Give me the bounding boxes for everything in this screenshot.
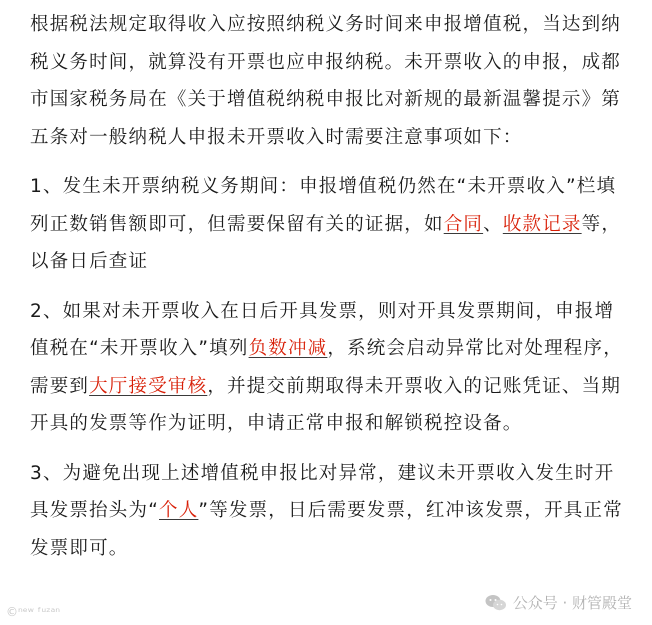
link-personal[interactable]: 个人 xyxy=(159,500,199,521)
footer-watermarks xyxy=(0,591,652,625)
item-2-text-c: ，并提交前期取得未开票收入的记账凭证、当期开具的发票等作为证明，申请正常申报和解锁税控设备。 xyxy=(30,375,622,434)
paragraph-intro: 根据税法规定取得收入应按照纳税义务时间来申报增值税，当达到纳税义务时间，就算没有开票也应申报纳税。未开票收入的申报，成都市国家税务局在《关于增值税纳税申报比对新规的最新温馨提示》第五条对一般纳税人申报未开票收入时需要注意事项如下： xyxy=(30,14,622,148)
item-1-separator: 、 xyxy=(483,213,503,235)
paragraph-item-3 xyxy=(30,455,626,568)
link-hall-review[interactable]: 大厅接受审核 xyxy=(89,375,208,397)
wechat-icon xyxy=(485,594,507,612)
item-2-text-b: ，系统会启动异常比对处理程序，需要到 xyxy=(30,338,623,397)
link-payment-record[interactable]: 收款记录 xyxy=(502,213,582,235)
paragraph-item-2 xyxy=(30,293,626,443)
item-3-text-b: ”等发票，日后需要发票，红冲该发票，开具正常发票即可。 xyxy=(30,500,623,559)
article-body xyxy=(30,6,626,567)
paragraph-item-1 xyxy=(30,168,626,281)
item-1-text-b: 等，以备日后查证 xyxy=(30,213,622,272)
watermark-account-name: 公众号 · 财管殿堂 xyxy=(512,594,632,612)
item-1-text-a: 1、发生未开票纳税义务期间：申报增值税仍然在“未开票收入”栏填列正数销售额即可，但需要保留有关的证据，如 xyxy=(30,176,617,235)
item-3-text-a: 3、为避免出现上述增值税申报比对异常，建议未开票收入发生时开具发票抬头为“ xyxy=(30,462,615,521)
link-negative-offset[interactable]: 负数冲减 xyxy=(248,338,328,359)
watermark-left: ©ⁿᵉʷ ᶠᵘᶻᵃⁿ xyxy=(6,605,61,619)
item-2-text-a: 2、如果对未开票收入在日后开具发票，则对开具发票期间，申报增值税在“未开票收入”填列 xyxy=(30,300,615,359)
watermark-right xyxy=(485,592,632,613)
link-contract[interactable]: 合同 xyxy=(443,213,484,235)
